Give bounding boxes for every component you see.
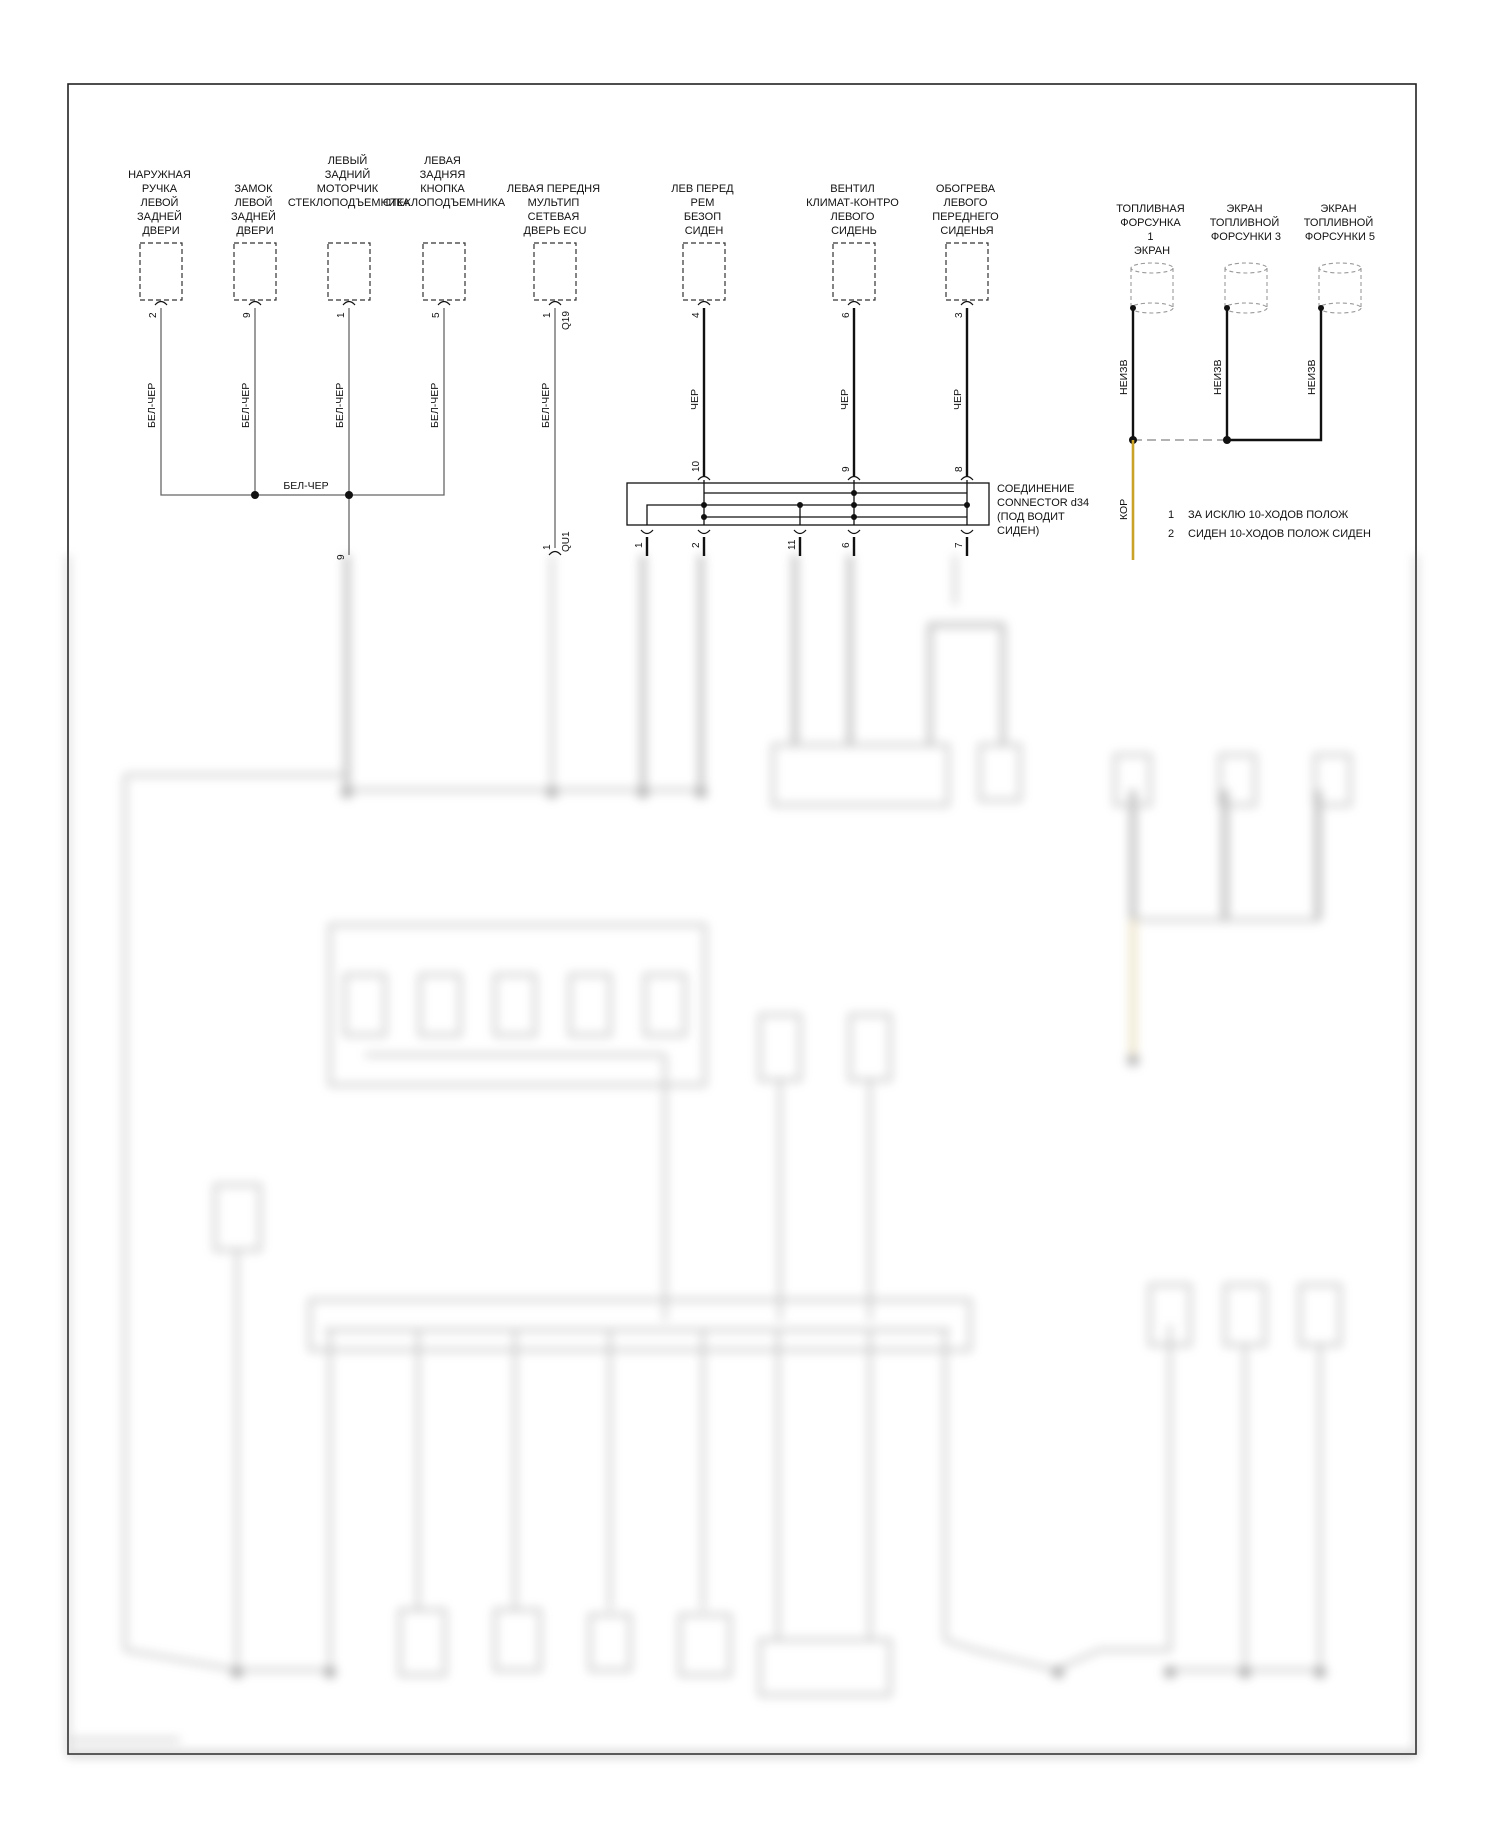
splice-point (1223, 436, 1231, 444)
component-label-f2: ЭКРАН ТОПЛИВНОЙ ФОРСУНКИ 3 (1209, 203, 1282, 243)
component-label-c8: ОБОГРЕВА ЛЕВОГО ПЕРЕДНЕГО СИДЕНЬЯ (932, 183, 999, 237)
component-box-c3 (328, 243, 370, 300)
component-label-c4: ЛЕВАЯ ЗАДНЯЯ КНОПКА СТЕКЛОПОДЪЕМНИКА (382, 155, 506, 209)
component-label-f1: ТОПЛИВНАЯ ФОРСУНКА 1 ЭКРАН (1116, 203, 1185, 257)
wire-label: БЕЛ-ЧЕР (334, 382, 346, 428)
wire-label: БЕЛ-ЧЕР (240, 382, 252, 428)
bel-cher-wires (161, 308, 555, 555)
pin-code-c5: Q19 (561, 311, 572, 330)
neizv-wires (1133, 308, 1321, 440)
component-box-c4 (423, 243, 465, 300)
component-label-c5: ЛЕВАЯ ПЕРЕДНЯ МУЛЬТИП СЕТЕВАЯ ДВЕРЬ ECU (506, 183, 601, 237)
pin-c7: 6 (841, 312, 852, 318)
wire-label: БЕЛ-ЧЕР (429, 382, 441, 428)
connector-pin: 6 (841, 542, 852, 548)
pin-code-c5-lower: QU1 (561, 531, 572, 552)
pin-arcs-top (155, 302, 973, 306)
note-text: ЗА ИСКЛЮ 10-ХОДОВ ПОЛОЖ (1188, 509, 1349, 521)
wire-label: КОР (1118, 498, 1130, 520)
connector-pin: 1 (634, 542, 645, 548)
component-box-c1 (140, 243, 182, 300)
wire-label: НЕИЗВ (1212, 359, 1224, 395)
component-box-c6 (683, 243, 725, 300)
component-label-c7: ВЕНТИЛ КЛИМАТ-КОНТРО ЛЕВОГО СИДЕНЬ (806, 183, 899, 237)
pin-c5: 1 (542, 312, 553, 318)
wire-label: БЕЛ-ЧЕР (146, 382, 158, 428)
connector-pin: 11 (787, 539, 798, 550)
connector-bottom-arcs (641, 530, 973, 534)
component-box-c8 (946, 243, 988, 300)
splice-point (345, 491, 353, 499)
component-label-f3: ЭКРАН ТОПЛИВНОЙ ФОРСУНКИ 5 (1303, 203, 1376, 243)
connector-pin: 8 (954, 466, 965, 472)
wire-label: БЕЛ-ЧЕР (540, 382, 552, 428)
wire-label: НЕИЗВ (1306, 359, 1318, 395)
pin-c4: 5 (431, 312, 442, 318)
connector-pin: 9 (841, 466, 852, 472)
wire-label: ЧЕР (952, 388, 964, 410)
component-label-c6: ЛЕВ ПЕРЕД РЕМ БЕЗОП СИДЕН (671, 183, 734, 237)
cher-wires (704, 308, 967, 476)
top-components (140, 243, 988, 300)
connector-internal-bus (647, 480, 967, 525)
pin-c8: 3 (954, 312, 965, 318)
note-text: СИДЕН 10-ХОДОВ ПОЛОЖ СИДЕН (1188, 528, 1371, 540)
pin-c6: 4 (691, 312, 702, 318)
notes (1168, 509, 1371, 540)
connector-pin: 2 (691, 542, 702, 548)
connector-d34 (627, 483, 989, 525)
connector-top-arcs (698, 477, 973, 481)
blurred-lower-section (68, 555, 1416, 1754)
component-label-c2: ЗАМОК ЛЕВОЙ ЗАДНЕЙ ДВЕРИ (230, 183, 276, 237)
connector-pin: 10 (691, 460, 702, 472)
component-label-c1: НАРУЖНАЯ РУЧКА ЛЕВОЙ ЗАДНЕЙ ДВЕРИ (128, 169, 191, 237)
wire-label: БЕЛ-ЧЕР (283, 480, 329, 492)
injector-shields (1131, 263, 1361, 313)
pin-c3: 1 (336, 312, 347, 318)
pin-c5-lower: 1 (542, 544, 553, 550)
note-number: 1 (1168, 509, 1175, 521)
splice-point (251, 491, 259, 499)
connector-label: СОЕДИНЕНИЕ CONNECTOR d34 (ПОД ВОДИТ СИДЕН) (997, 483, 1090, 537)
pin-c1: 2 (148, 312, 159, 318)
component-box-c7 (833, 243, 875, 300)
pin-c3-lower: 9 (336, 554, 347, 560)
component-box-c5 (534, 243, 576, 300)
connector-pin: 7 (954, 542, 965, 548)
note-number: 2 (1168, 528, 1175, 540)
component-label-c3: ЛЕВЫЙ ЗАДНИЙ МОТОРЧИК СТЕКЛОПОДЪЕМНИКА (287, 155, 411, 209)
wire-label: НЕИЗВ (1118, 359, 1130, 395)
component-box-c2 (234, 243, 276, 300)
pin-c2: 9 (242, 312, 253, 318)
wire-label: ЧЕР (689, 388, 701, 410)
wire-label: ЧЕР (839, 388, 851, 410)
